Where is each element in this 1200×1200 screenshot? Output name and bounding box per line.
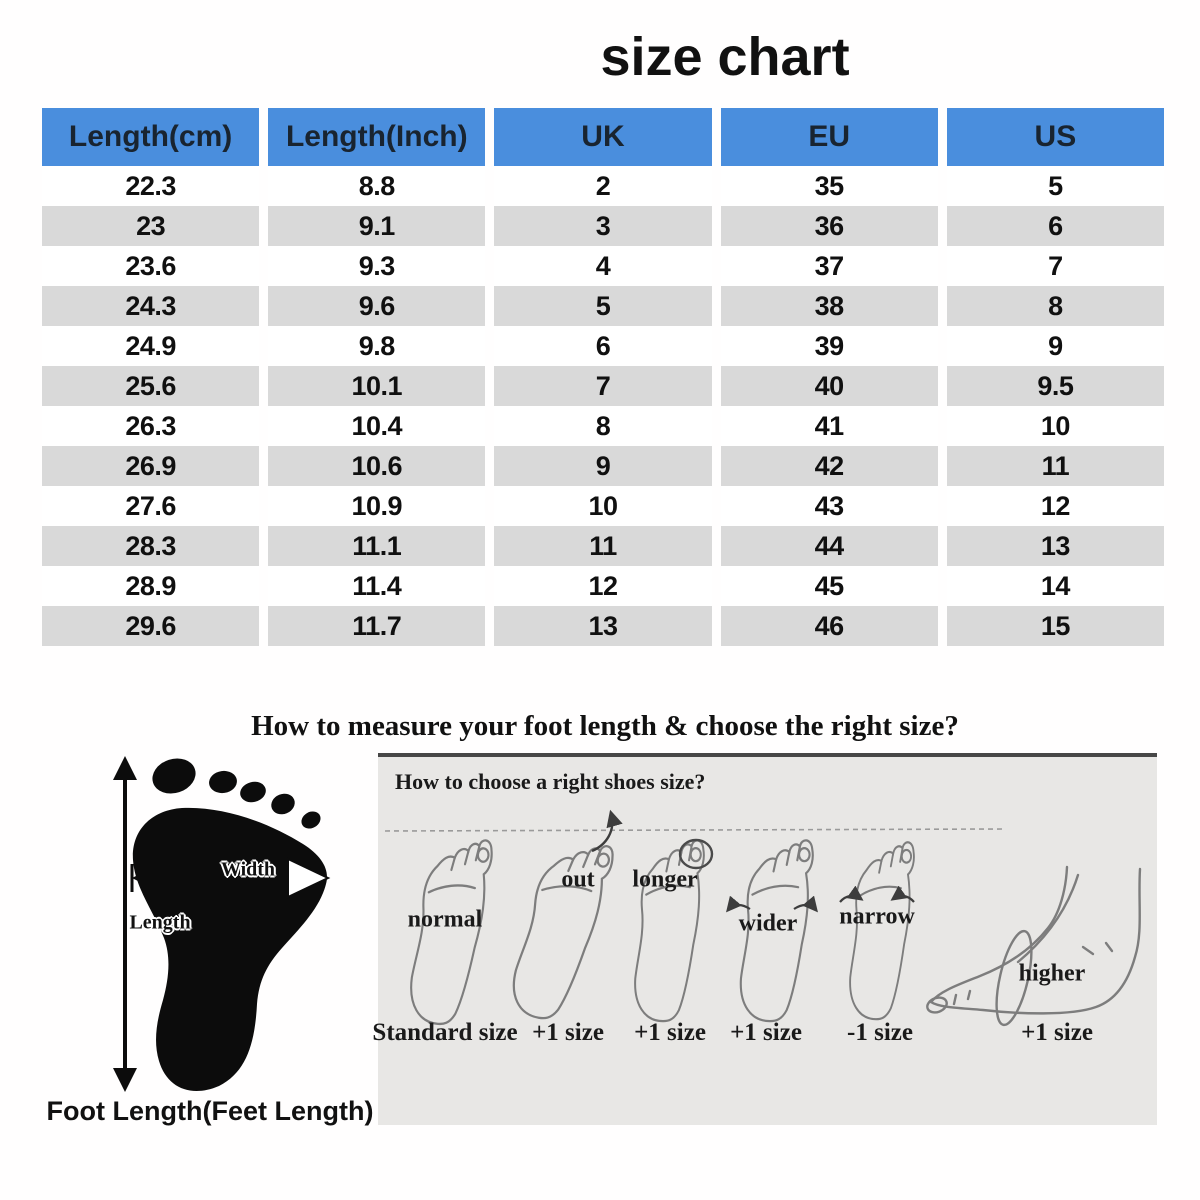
table-cell: 5	[947, 166, 1164, 206]
table-cell: 3	[494, 206, 711, 246]
table-row	[42, 406, 1164, 446]
table-cell: 37	[721, 246, 938, 286]
table-cell: 15	[947, 606, 1164, 646]
foot-measure-diagram	[10, 752, 374, 1152]
table-cell: 8.8	[268, 166, 485, 206]
foot-type-label-higher: higher	[1018, 960, 1086, 987]
table-cell: 2	[494, 166, 711, 206]
table-cell: 11.7	[268, 606, 485, 646]
table-cell: 24.9	[42, 326, 259, 366]
shoe-size-panel	[372, 753, 1157, 1125]
size-table-body	[42, 166, 1164, 646]
table-cell: 28.3	[42, 526, 259, 566]
longer-toe-circle-icon	[680, 840, 712, 868]
table-cell: 10.4	[268, 406, 485, 446]
foot-type-label-narrow: narrow	[839, 903, 915, 930]
table-cell: 44	[721, 526, 938, 566]
size-adjust-label-higher: +1 size	[1021, 1019, 1093, 1046]
table-cell: 9.3	[268, 246, 485, 286]
table-cell: 11	[947, 446, 1164, 486]
table-cell: 6	[947, 206, 1164, 246]
table-cell: 23	[42, 206, 259, 246]
table-row	[42, 606, 1164, 646]
size-table	[33, 108, 1173, 646]
wider-arrows-icon	[728, 905, 816, 910]
size-adjust-label-narrow: -1 size	[847, 1019, 913, 1046]
table-row	[42, 526, 1164, 566]
dashed-toe-line	[385, 829, 1003, 831]
table-cell: 9.8	[268, 326, 485, 366]
table-cell: 8	[494, 406, 711, 446]
table-cell: 29.6	[42, 606, 259, 646]
foot-type-label-longer: longer	[632, 866, 698, 893]
size-adjust-label-out: +1 size	[532, 1019, 604, 1046]
foot-type-label-normal: normal	[407, 906, 483, 933]
table-cell: 35	[721, 166, 938, 206]
length-label: Length	[129, 911, 191, 934]
column-header: EU	[721, 108, 938, 166]
table-cell: 13	[494, 606, 711, 646]
table-cell: 22.3	[42, 166, 259, 206]
panel-heading: How to choose a right shoes size?	[395, 769, 706, 794]
table-cell: 23.6	[42, 246, 259, 286]
size-adjust-label-longer: +1 size	[634, 1019, 706, 1046]
table-cell: 4	[494, 246, 711, 286]
table-row	[42, 206, 1164, 246]
table-cell: 11	[494, 526, 711, 566]
table-cell: 36	[721, 206, 938, 246]
table-cell: 7	[947, 246, 1164, 286]
size-table-head	[42, 108, 1164, 166]
table-cell: 10	[494, 486, 711, 526]
table-cell: 26.9	[42, 446, 259, 486]
table-cell: 5	[494, 286, 711, 326]
table-row	[42, 166, 1164, 206]
table-cell: 14	[947, 566, 1164, 606]
table-cell: 13	[947, 526, 1164, 566]
header-row	[42, 108, 1164, 166]
table-cell: 10.9	[268, 486, 485, 526]
size-adjust-label-wider: +1 size	[730, 1019, 802, 1046]
table-cell: 26.3	[42, 406, 259, 446]
foot-type-label-wider: wider	[738, 910, 798, 937]
table-row	[42, 486, 1164, 526]
table-cell: 40	[721, 366, 938, 406]
page-title: size chart	[600, 27, 850, 87]
table-cell: 9.5	[947, 366, 1164, 406]
table-cell: 39	[721, 326, 938, 366]
foot-type-label-out: out	[561, 866, 595, 893]
out-arrow-icon	[592, 813, 612, 851]
foot-higher-icon	[925, 867, 1140, 1028]
table-row	[42, 566, 1164, 606]
table-cell: 24.3	[42, 286, 259, 326]
foot-out-icon	[508, 834, 614, 1025]
table-row	[42, 286, 1164, 326]
table-cell: 12	[494, 566, 711, 606]
table-cell: 11.1	[268, 526, 485, 566]
table-cell: 28.9	[42, 566, 259, 606]
table-cell: 8	[947, 286, 1164, 326]
table-cell: 10.6	[268, 446, 485, 486]
column-header: UK	[494, 108, 711, 166]
table-cell: 27.6	[42, 486, 259, 526]
measure-heading: How to measure your foot length & choose the right size?	[251, 710, 959, 742]
table-cell: 38	[721, 286, 938, 326]
size-adjust-label-standard: Standard size	[372, 1019, 518, 1046]
narrow-arrows-icon	[840, 896, 914, 902]
table-cell: 12	[947, 486, 1164, 526]
table-cell: 43	[721, 486, 938, 526]
table-cell: 45	[721, 566, 938, 606]
table-cell: 7	[494, 366, 711, 406]
table-cell: 9.6	[268, 286, 485, 326]
table-row	[42, 326, 1164, 366]
column-header: Length(Inch)	[268, 108, 485, 166]
feet-illustrations	[378, 757, 1157, 1125]
table-cell: 9	[494, 446, 711, 486]
foot-length-caption: Foot Length(Feet Length)	[46, 1096, 374, 1126]
table-cell: 42	[721, 446, 938, 486]
table-cell: 11.4	[268, 566, 485, 606]
table-cell: 46	[721, 606, 938, 646]
table-cell: 9.1	[268, 206, 485, 246]
column-header: US	[947, 108, 1164, 166]
table-cell: 9	[947, 326, 1164, 366]
table-cell: 10.1	[268, 366, 485, 406]
table-cell: 41	[721, 406, 938, 446]
foot-narrow-icon	[850, 842, 914, 1019]
table-row	[42, 246, 1164, 286]
table-cell: 6	[494, 326, 711, 366]
table-row	[42, 446, 1164, 486]
column-header: Length(cm)	[42, 108, 259, 166]
width-label: Width	[220, 858, 276, 881]
table-row	[42, 366, 1164, 406]
table-cell: 10	[947, 406, 1164, 446]
table-cell: 25.6	[42, 366, 259, 406]
